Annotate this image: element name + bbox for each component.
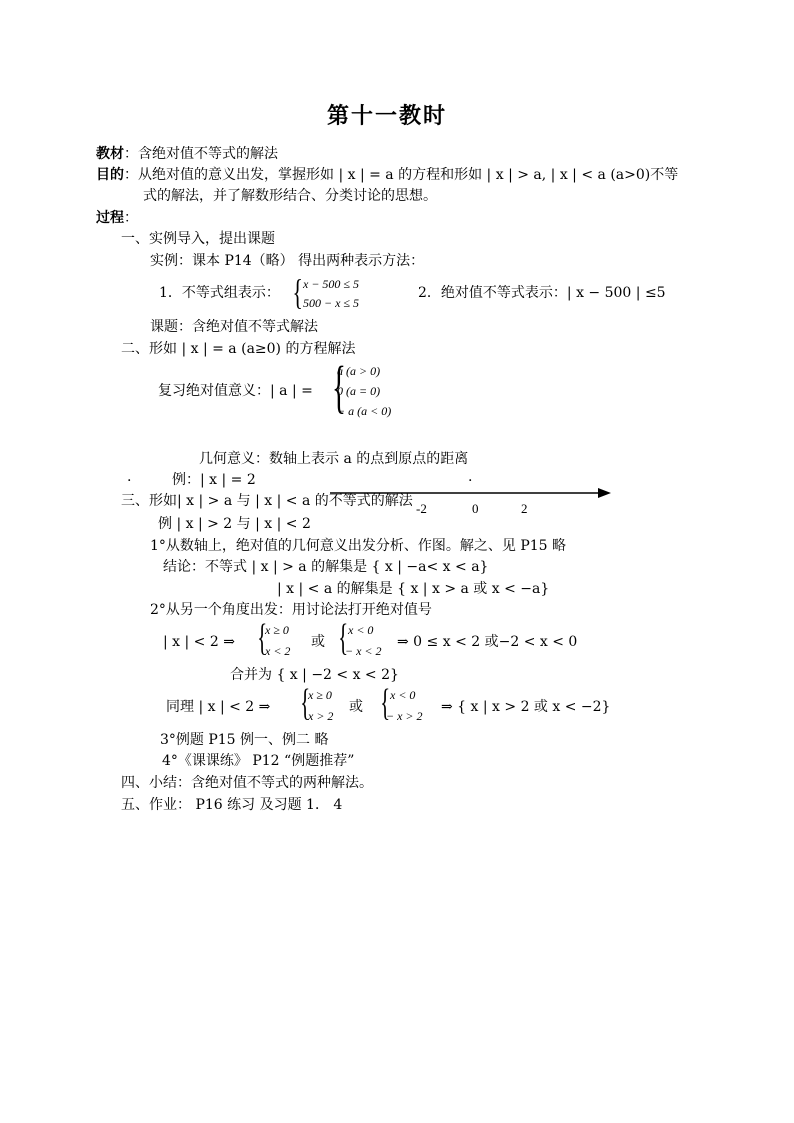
eq1-sys-b-line-2: − x < 2 — [345, 644, 382, 658]
eq1-sys-a-line-1: x ≥ 0 — [265, 623, 289, 637]
number-line-arrow — [598, 488, 611, 498]
brace-eq2-b: { — [380, 682, 391, 724]
conclusion-2: | x | < a 的解集是 { x | x > a 或 x < −a} — [277, 581, 550, 597]
section-1-item-2: 2．绝对值不等式表示：| x − 500 | ≤5 — [418, 285, 666, 301]
brace-eq1-a: { — [257, 617, 268, 659]
purpose-label: 目的 — [96, 167, 124, 183]
abs-case-2: 0 (a = 0) — [337, 384, 381, 398]
abs-case-1: a (a > 0) — [337, 364, 381, 378]
eq2-sys-b-line-2: − x > 2 — [386, 709, 423, 723]
section-1-example: 实例：课本 P14（略） 得出两种表示方法： — [150, 253, 425, 269]
eq1-rhs: ⇒ 0 ≤ x < 2 或−2 < x < 0 — [397, 634, 578, 650]
method-2: 2°从另一个角度出发：用讨论法打开绝对值号 — [150, 602, 432, 618]
axis-label-0: 0 — [472, 501, 479, 516]
eq2-sys-a-line-1: x ≥ 0 — [308, 688, 332, 702]
section-1-item-1-label: 1．不等式组表示： — [159, 285, 280, 301]
section-1-topic: 课题：含绝对值不等式解法 — [150, 319, 318, 335]
abs-case-3: − a (a < 0) — [337, 404, 392, 418]
eq2-lhs: 同理 | x | < 2 ⇒ — [166, 699, 271, 715]
brace-sys-1: { — [292, 272, 303, 312]
eq1-or: 或 — [311, 634, 325, 650]
eq1-sys-a-line-2: x < 2 — [265, 644, 291, 658]
eq2-sys-a-line-2: x > 2 — [308, 709, 334, 723]
eq2-sys-b-line-1: x < 0 — [390, 688, 416, 702]
section-4-summary: 四、小结：含绝对值不等式的两种解法。 — [121, 775, 373, 791]
axis-label-neg2: -2 — [416, 501, 427, 516]
eq1-lhs: | x | < 2 ⇒ — [163, 634, 235, 650]
eq2-or: 或 — [349, 699, 363, 715]
combined-result: 合并为 { x | −2 < x < 2} — [230, 667, 399, 683]
purpose-text-1: ：从绝对值的意义出发，掌握形如 | x | = a 的方程和形如 | x | > a, | x | < a (a>0)不等 — [124, 167, 679, 183]
method-3: 3°例题 P15 例一、例二 略 — [160, 732, 329, 748]
brace-abs-def: { — [331, 354, 346, 419]
brace-eq2-a: { — [300, 682, 311, 724]
page-title: 第十一教时 — [327, 104, 448, 129]
section-1-heading: 一、实例导入，提出课题 — [121, 231, 275, 247]
process-colon: ： — [124, 210, 138, 226]
eq1-sys-b-line-1: x < 0 — [348, 623, 374, 637]
purpose-text-2: 式的解法，并了解数形结合、分类讨论的思想。 — [143, 188, 437, 204]
geometric-meaning: 几何意义：数轴上表示 a 的点到原点的距离 — [199, 451, 469, 467]
section-5-homework: 五、作业： P16 练习 及习题 1． 4 — [121, 797, 343, 813]
method-4: 4°《课课练》 P12 “例题推荐” — [162, 753, 355, 769]
stray-dot-1: . — [127, 469, 132, 485]
conclusion-1: 结论：不等式 | x | > a 的解集是 { x | −a< x < a} — [163, 559, 489, 575]
eq2-rhs: ⇒ { x | x > 2 或 x < −2} — [441, 699, 611, 715]
stray-dot-2: . — [468, 469, 473, 485]
textbook-label: 教材 — [96, 146, 124, 162]
section-3-heading: 三、形如| x | > a 与 | x | < a 的不等式的解法 — [121, 493, 413, 509]
example-abs-eq: 例：| x | = 2 — [172, 472, 256, 488]
method-1: 1°从数轴上，绝对值的几何意义出发分析、作图。解之、见 P15 略 — [150, 538, 567, 554]
system-1-line-2: 500 − x ≤ 5 — [303, 296, 360, 310]
brace-eq1-b: { — [338, 617, 349, 659]
section-2-heading: 二、形如 | x | = a (a≥0) 的方程解法 — [121, 341, 356, 357]
system-1-line-1: x − 500 ≤ 5 — [303, 277, 360, 291]
textbook-text: ：含绝对值不等式的解法 — [124, 146, 278, 162]
abs-definition-label: 复习绝对值意义：| a | = — [158, 383, 313, 399]
axis-label-2: 2 — [521, 501, 528, 516]
process-label: 过程 — [96, 210, 124, 226]
section-3-example: 例 | x | > 2 与 | x | < 2 — [158, 516, 311, 532]
